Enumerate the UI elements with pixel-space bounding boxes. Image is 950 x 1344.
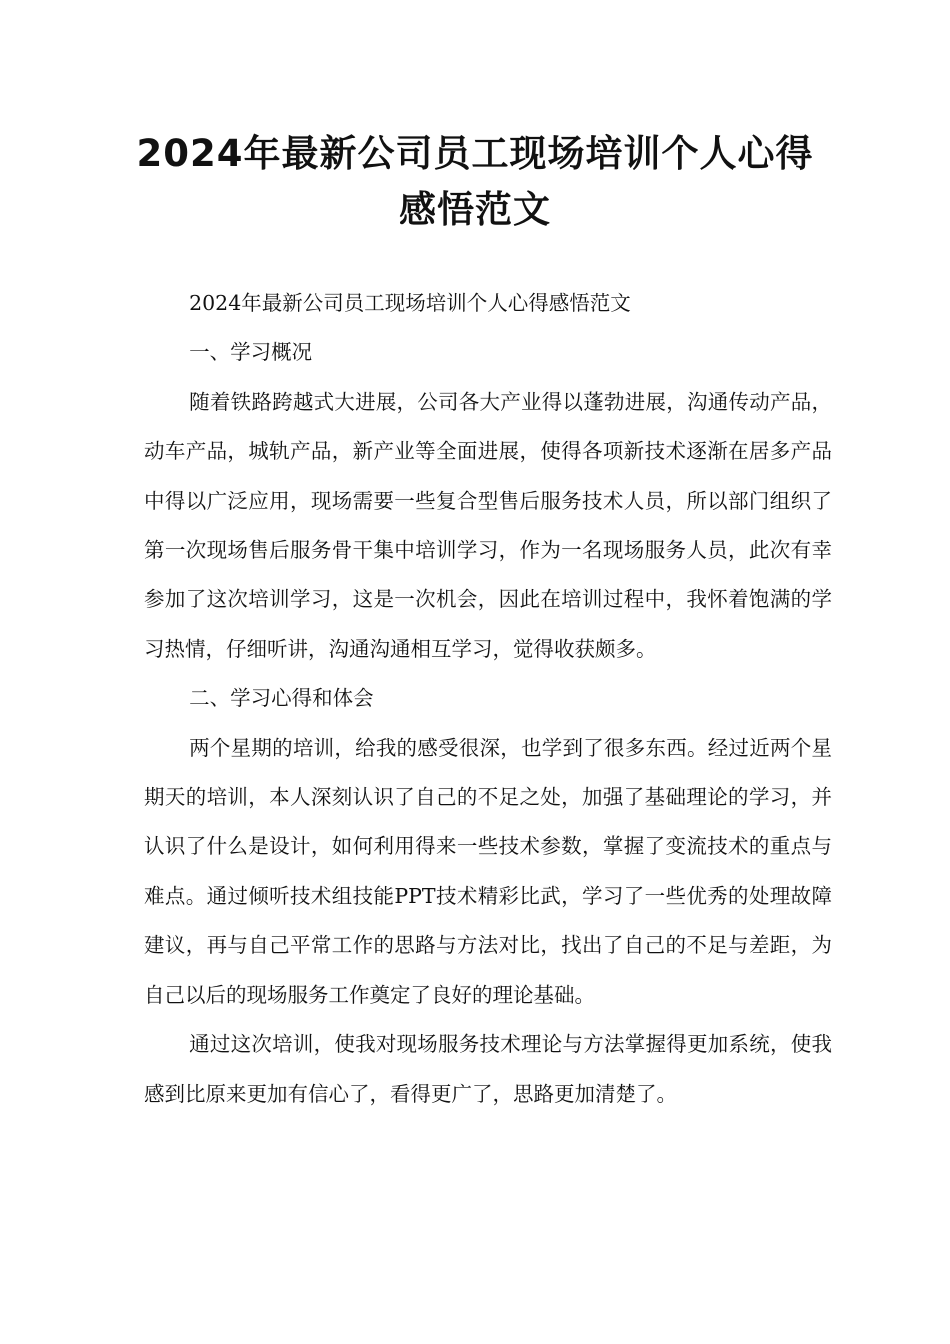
section-heading-overview: 一、学习概况 — [189, 340, 313, 365]
section-heading-experience: 二、学习心得和体会 — [189, 686, 374, 711]
body-paragraph: 两个星期的培训，给我的感受很深，也学到了很多东西。经过近两个星期天的培训，本人深刻认识了自己的不足之处，加强了基础理论的学习，并认识了什么是设计，如何利用得来一些技术参数，掌握了变流技术的重点与难点。通过倾听技术组技能PPT技术精彩比武，学习了一些优秀的处理故障建议，再与自己平常工作的思路与方法对比，找出了自己的不足与差距，为自己以后的现场服务工作奠定了良好的理论基础。 — [144, 735, 832, 1007]
body-paragraph: 通过这次培训，使我对现场服务技术理论与方法掌握得更加系统，使我感到比原来更加有信心了，看得更广了，思路更加清楚了。 — [144, 1032, 832, 1106]
document-title-line-2: 感悟范文 — [399, 188, 551, 231]
document-body — [144, 279, 832, 1119]
subtitle-paragraph: 2024年最新公司员工现场培训个人心得感悟范文 — [189, 291, 631, 315]
body-paragraph: 随着铁路跨越式大进展，公司各大产业得以蓬勃进展，沟通传动产品，动车产品，城轨产品，新产业等全面进展，使得各项新技术逐渐在居多产品中得以广泛应用，现场需要一些复合型售后服务技术人员，所以部门组织了第一次现场售后服务骨干集中培训学习，作为一名现场服务人员，此次有幸参加了这次培训学习，这是一次机会，因此在培训过程中，我怀着饱满的学习热情，仔细听讲，沟通沟通相互学习，觉得收获颇多。 — [144, 389, 832, 661]
document-title — [60, 126, 890, 238]
document-title-line-1: 2024年最新公司员工现场培训个人心得 — [136, 132, 814, 175]
